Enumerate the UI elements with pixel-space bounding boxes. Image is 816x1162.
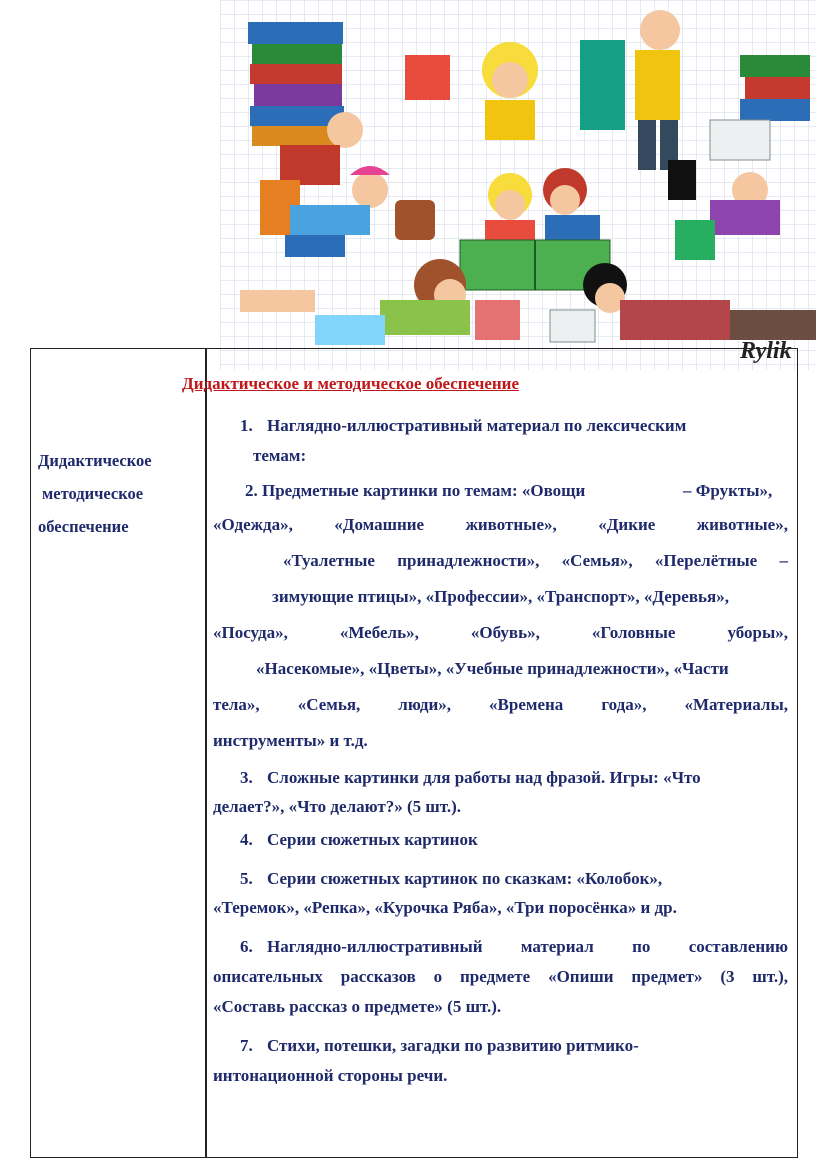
left-cell-line: обеспечение	[38, 517, 129, 536]
list-item-2-line: зимующие птицы», «Профессии», «Транспорт», «Деревья»,	[272, 587, 729, 606]
list-item-5-cont: «Теремок», «Репка», «Курочка Ряба», «Три поросёнка» и др.	[213, 898, 677, 917]
list-item-2-line: «Одежда», «Домашние животные», «Дикие животные»,	[213, 515, 788, 534]
list-item-7-cont: интонационной стороны речи.	[213, 1066, 448, 1085]
list-item-1: 1. Наглядно-иллюстративный материал по лексическим	[240, 416, 687, 435]
list-item-3-cont: делает?», «Что делают?» (5 шт.).	[213, 797, 461, 816]
column-divider	[205, 348, 207, 1158]
list-item-5: 5. Серии сюжетных картинок по сказкам: «Колобок»,	[240, 869, 663, 888]
list-item-2-line: «Посуда», «Мебель», «Обувь», «Головные уборы»,	[213, 623, 788, 642]
left-cell-line: методическое	[42, 484, 144, 503]
list-item-2-part: – Фрукты»,	[683, 481, 773, 500]
list-item-7: 7. Стихи, потешки, загадки по развитию ритмико-	[240, 1036, 639, 1055]
list-item-2-line: «Насекомые», «Цветы», «Учебные принадлежности», «Части	[256, 659, 729, 678]
list-item-2-line: «Туалетные принадлежности», «Семья», «Перелётные –	[283, 551, 788, 570]
list-item-3: 3. Сложные картинки для работы над фразой. Игры: «Что	[240, 768, 701, 787]
section-heading: Дидактическое и методическое обеспечение	[182, 374, 519, 393]
list-item-6-line: Наглядно-иллюстративный материал по составлению	[267, 937, 788, 956]
list-item-6-cont: «Составь рассказ о предмете» (5 шт.).	[213, 997, 502, 1016]
left-cell	[38, 444, 203, 543]
list-item-2: 2. Предметные картинки по темам: «Овощи	[245, 481, 586, 500]
list-item-6: 6.	[240, 937, 253, 956]
left-cell-line: Дидактическое	[38, 451, 152, 470]
children-books-illustration	[220, 0, 816, 370]
list-item-6-line: описательных рассказов о предмете «Опиши предмет» (3 шт.),	[213, 967, 788, 986]
list-item-2-line: тела», «Семья, люди», «Времена года», «Материалы,	[213, 695, 788, 714]
list-item-2-line: инструменты» и т.д.	[213, 731, 368, 750]
list-item-4: 4. Серии сюжетных картинок	[240, 830, 478, 849]
list-item-1-cont: темам:	[253, 446, 307, 465]
watermark-text: Rylik	[740, 338, 792, 364]
